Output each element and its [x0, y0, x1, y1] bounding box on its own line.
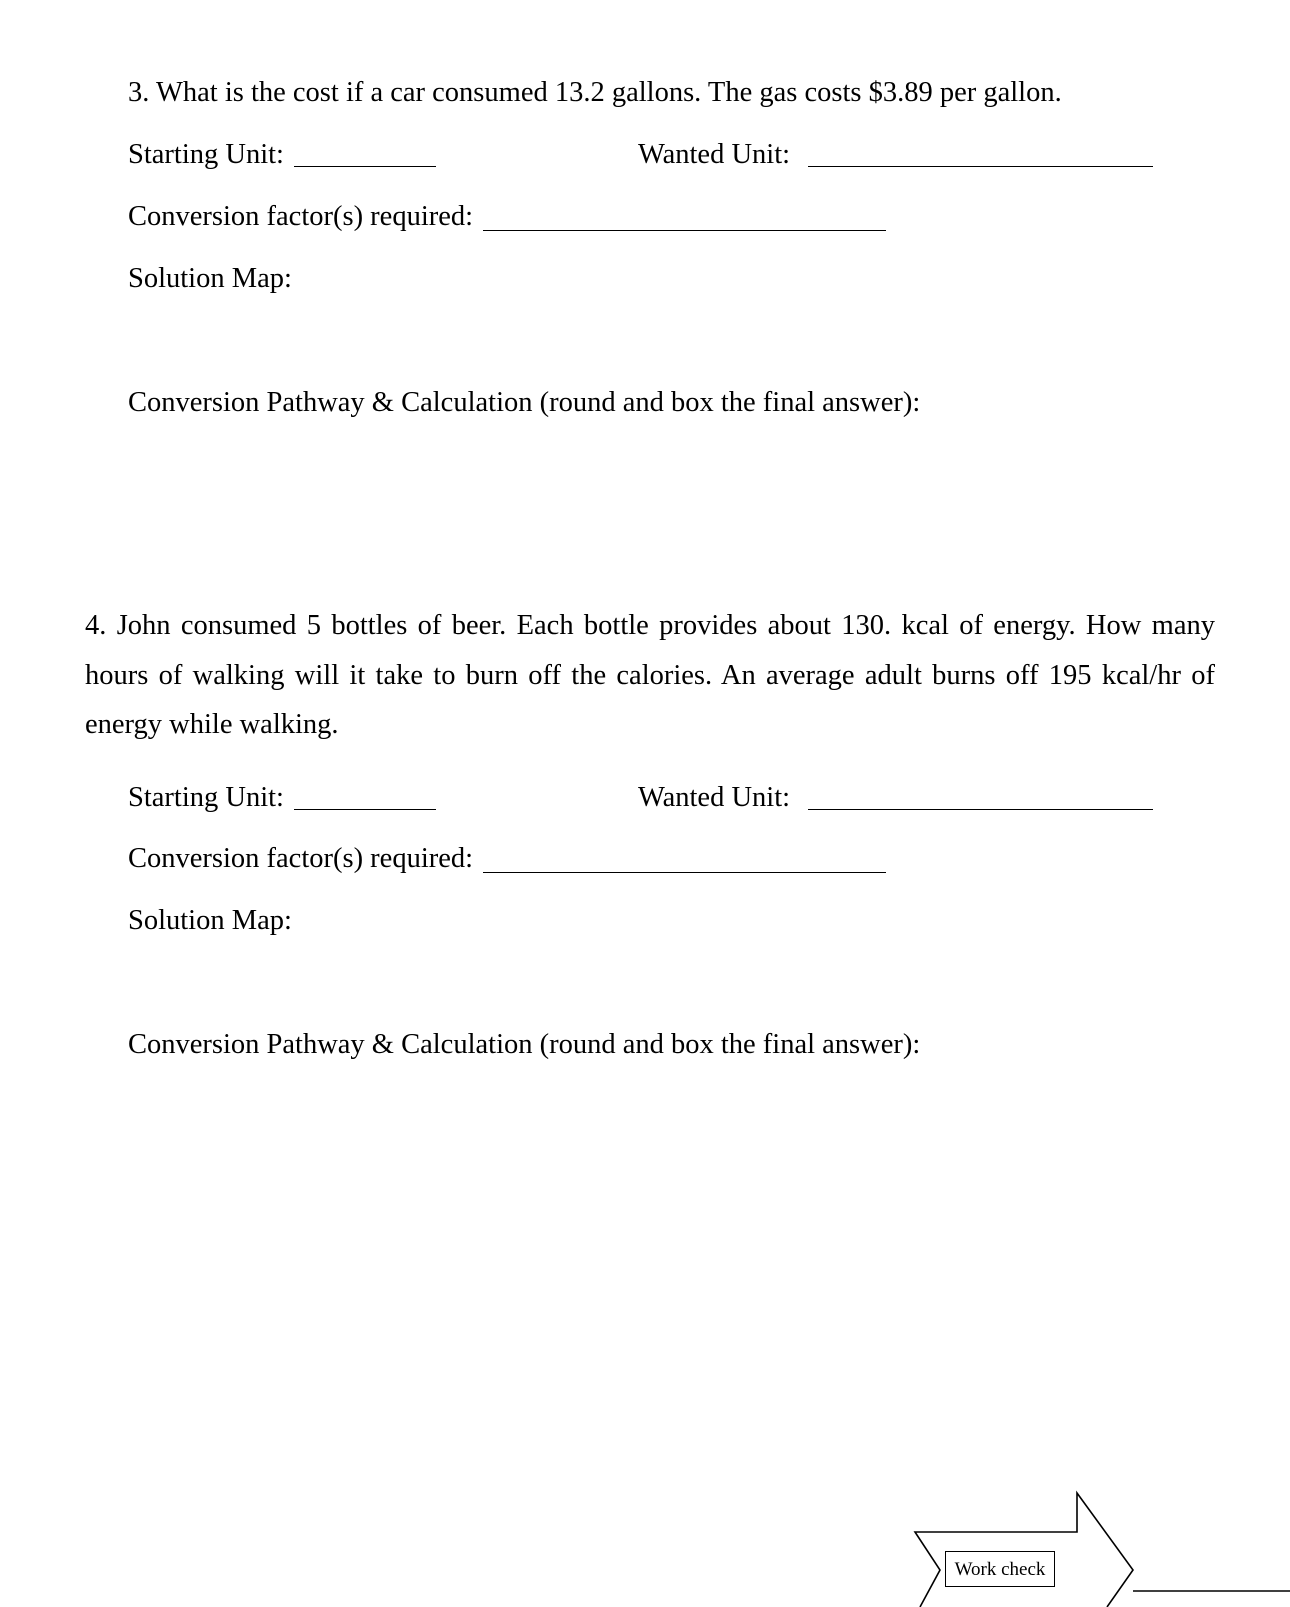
q3-wanted-unit-label: Wanted Unit: — [638, 139, 791, 170]
work-check-label: Work check — [945, 1551, 1055, 1587]
q4-wanted-unit-blank[interactable] — [808, 809, 1153, 810]
q3-solution-map-label: Solution Map: — [128, 263, 292, 294]
q4-pathway-label: Conversion Pathway & Calculation (round and box the final answer): — [128, 1029, 921, 1060]
q4-wanted-unit-label: Wanted Unit: — [638, 782, 791, 813]
q4-solution-map-label: Solution Map: — [128, 905, 292, 936]
q4-starting-unit-blank[interactable] — [294, 809, 436, 810]
q3-starting-unit-blank[interactable] — [294, 166, 436, 167]
q3-pathway-label: Conversion Pathway & Calculation (round and box the final answer): — [128, 387, 921, 418]
q3-starting-unit-label: Starting Unit: — [128, 139, 284, 170]
q3-conversion-factor-blank[interactable] — [483, 230, 886, 231]
q4-starting-unit-label: Starting Unit: — [128, 782, 284, 813]
q4-conversion-factor-label: Conversion factor(s) required: — [128, 843, 474, 874]
q3-wanted-unit-blank[interactable] — [808, 166, 1153, 167]
question-3-prompt: 3. What is the cost if a car consumed 13.2 gallons. The gas costs $3.89 per gallon. — [128, 77, 1062, 108]
q4-conversion-factor-blank[interactable] — [483, 872, 886, 873]
q3-conversion-factor-label: Conversion factor(s) required: — [128, 201, 474, 232]
question-4-prompt: 4. John consumed 5 bottles of beer. Each bottle provides about 130. kcal of energy. How many hours of walking will it take to burn off the calories. An average adult burns off 195 kcal/hr of energy while walking. — [85, 610, 1215, 740]
